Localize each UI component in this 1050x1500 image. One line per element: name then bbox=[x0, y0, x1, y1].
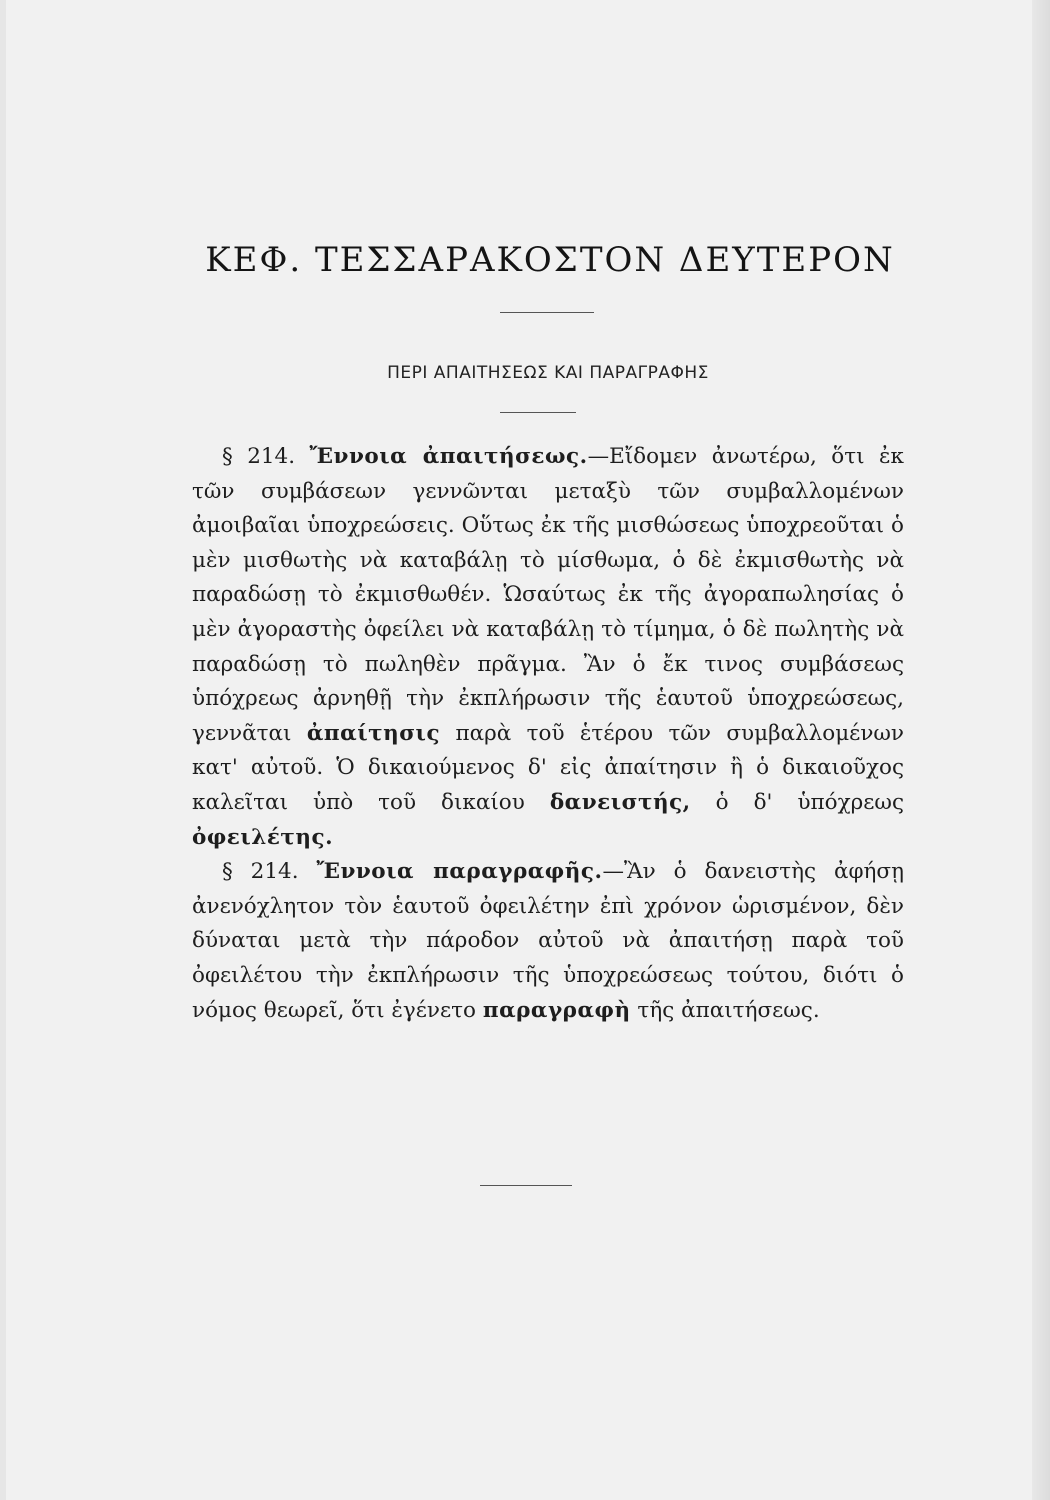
divider-middle bbox=[500, 412, 576, 413]
chapter-subtitle: ΠΕΡΙ ΑΠΑΙΤΗΣΕΩΣ ΚΑΙ ΠΑΡΑΓΡΑΦΗΣ bbox=[387, 363, 709, 383]
page-left-edge bbox=[0, 0, 6, 1500]
body-text bbox=[192, 440, 904, 1028]
section-number: § 214. bbox=[222, 859, 299, 885]
term-bold: δανειστής, bbox=[549, 789, 691, 815]
paragraph-text: παρὰ τοῦ ἑτέρου τῶν συμβαλλομένων κατ' αὐτοῦ. Ὁ δικαιούμενος δ' εἰς ἀπαίτησιν ἢ ὁ δικαιοῦχος καλεῖται ὑπὸ τοῦ δικαίου bbox=[192, 720, 904, 815]
paragraph-text: Εἴδομεν ἀνωτέρω, ὅτι ἐκ τῶν συμβάσεων γεννῶνται μεταξὺ τῶν συμβαλλομένων ἀμοιβαῖαι ὑποχρεώσεις. Οὕτως ἐκ τῆς μισθώσεως ὑποχρεοῦται ὁ μὲν μισθωτὴς νὰ καταβάλῃ τὸ μίσθωμα, ὁ δὲ ἐκμισθωτὴς νὰ παραδώσῃ τὸ ἐκμισθωθέν. Ὡσαύτως ἐκ τῆς ἀγοραπωλησίας ὁ μὲν ἀγοραστὴς ὀφείλει νὰ καταβάλῃ τὸ τίμημα, ὁ δὲ πωλητὴς νὰ παραδώσῃ τὸ πωληθὲν πρᾶγμα. Ἂν ὁ ἔκ τινος συμβάσεως ὑπόχρεως ἀρνηθῇ τὴν ἐκπλήρωσιν τῆς ἑαυτοῦ ὑποχρεώσεως, γεννᾶται bbox=[192, 444, 904, 746]
heading-dash: — bbox=[602, 859, 624, 885]
term-bold: παραγραφὴ bbox=[482, 997, 631, 1023]
divider-bottom bbox=[480, 1185, 572, 1186]
chapter-title: ΚΕΦ. ΤΕΣΣΑΡΑΚΟΣΤΟΝ ΔΕΥΤΕΡΟΝ bbox=[205, 240, 895, 280]
paragraph-section-2 bbox=[192, 855, 904, 1028]
paragraph-text: τῆς ἀπαιτήσεως. bbox=[637, 997, 820, 1023]
term-bold: ὀφειλέτης. bbox=[192, 824, 334, 850]
heading-dash: — bbox=[587, 444, 610, 469]
paragraph-section-1 bbox=[192, 440, 904, 855]
section-heading: Ἔννοια ἀπαιτήσεως. bbox=[309, 444, 588, 469]
section-heading: Ἔννοια παραγραφῆς. bbox=[316, 859, 603, 885]
paragraph-text: ὁ δ' ὑπόχρεως bbox=[715, 789, 904, 815]
term-bold: ἀπαίτησις bbox=[306, 720, 441, 746]
paragraph-text: Ἂν ὁ δανειστὴς ἀφήσῃ ἀνενόχλητον τὸν ἑαυτοῦ ὀφειλέτην ἐπὶ χρόνον ὡρισμένον, δὲν δύναται μετὰ τὴν πάροδον αὐτοῦ νὰ ἀπαιτήσῃ παρὰ τοῦ ὀφειλέτου τὴν ἐκπλήρωσιν τῆς ὑποχρεώσεως τούτου, διότι ὁ νόμος θεωρεῖ, ὅτι ἐγένετο bbox=[192, 859, 904, 1023]
page-right-edge bbox=[1032, 0, 1050, 1500]
section-number: § 214. bbox=[222, 444, 296, 469]
divider-top bbox=[500, 312, 594, 313]
